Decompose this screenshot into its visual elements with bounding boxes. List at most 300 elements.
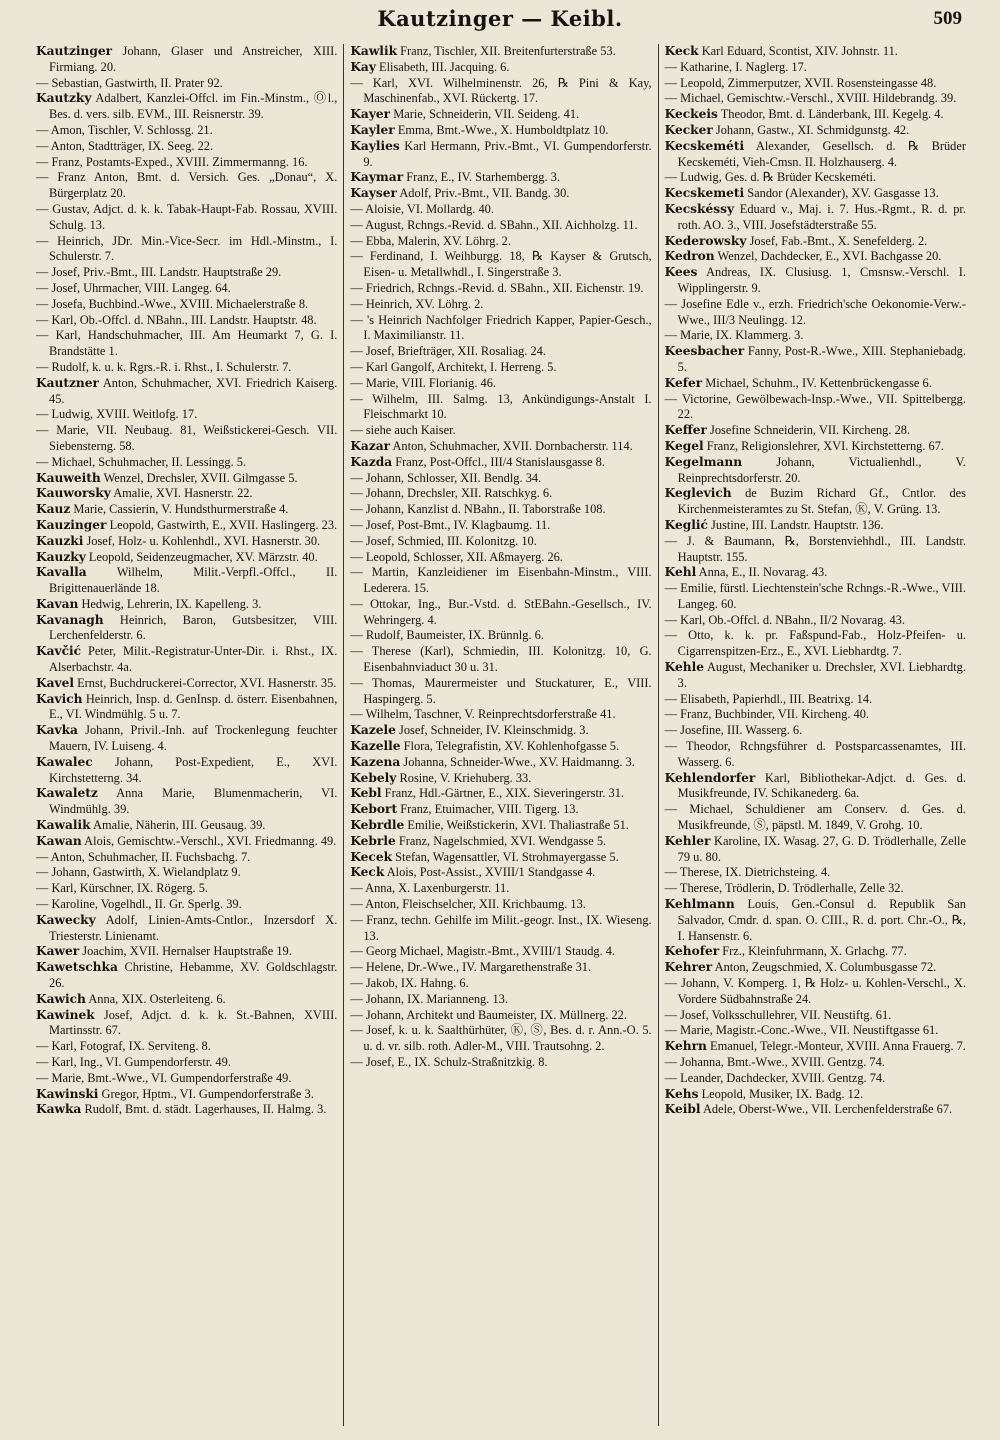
entry-details: Sandor (Alexander), XV. Gasgasse 13. [747,186,939,201]
entry-details: Johann, Victualienhdl., V. Reinprechtsdorferstr. 20. [677,454,966,485]
entry-details: — Anton, Schuhmacher, II. Fuchsbachg. 7. [36,849,251,864]
entry-details: — Wilhelm, III. Salmg. 13, Ankündigungs-Anstalt I. Fleischmarkt 10. [350,391,652,422]
entry-details: — Josef, Volksschullehrer, VII. Neustiftg. 61. [664,1007,892,1022]
directory-entry [350,755,651,771]
directory-entry [665,723,966,739]
entry-details: — Marie, Bmt.-Wwe., VI. Gumpendorferstraße 49. [36,1070,292,1085]
entry-surname: Keesbacher [664,344,745,359]
entry-surname: Kazena [350,754,401,769]
directory-entry [665,897,966,944]
entry-surname: Kawan [36,833,82,848]
entry-details: Theodor, Bmt. d. Länderbank, III. Kegelg. 4. [720,107,944,122]
directory-entry [665,486,966,518]
entry-details: Anna, E., II. Novarag. 43. [698,565,828,580]
entry-details: Anton, Schuhmacher, XVII. Dornbacherstr. 114. [392,438,633,453]
entry-details: Leopold, Seidenzeugmacher, XV. Märzstr. 40. [88,549,318,564]
directory-entry [36,818,337,834]
entry-details: — Heinrich, XV. Löhrg. 2. [350,296,484,311]
entry-surname: Kawecky [36,912,96,927]
entry-details: — J. & Baumann, ℞, Borstenviehhdl., III. Landstr. Hauptstr. 155. [664,533,966,564]
directory-entry [350,234,651,250]
entry-surname: Kegel [664,438,704,453]
directory-entry [665,139,966,171]
directory-entry [350,628,651,644]
entry-details: — Johann, V. Komperg. 1, ℞ Holz- u. Kohlen-Verschl., X. Vordere Südbahnstraße 24. [664,976,966,1006]
directory-entry [350,913,651,945]
entry-details: Anna Marie, Blumenmacherin, VI. Windmühlg. 39. [49,786,338,817]
entry-details: — Michael, Gemischtw.-Verschl., XVIII. Hildebrandg. 39. [664,91,957,106]
directory-entry [665,834,966,866]
entry-details: — Rudolf, k. u. k. Rgrs.-R. i. Rhst., I. Schulerstr. 7. [36,359,292,374]
directory-entry [350,802,651,818]
directory-entry [36,313,337,329]
directory-column-3 [659,44,972,1426]
entry-details: — Anna, X. Laxenburgerstr. 11. [350,881,510,896]
directory-entry [36,376,337,408]
directory-entry [36,360,337,376]
directory-entry [36,850,337,866]
entry-details: — Marie, VIII. Florianig. 46. [350,375,497,390]
entry-surname: Kebely [350,770,397,785]
directory-entry [665,265,966,297]
entry-details: — Karl, XVI. Wilhelminenstr. 26, ℞ Pini & Kay, Maschinenfab., XVI. Rückertg. 17. [350,75,652,106]
directory-entry [665,518,966,534]
entry-surname: Kawinek [36,1007,95,1022]
entry-surname: Kebl [350,786,382,801]
entry-surname: Kavel [36,675,74,690]
directory-entry [350,739,651,755]
entry-surname: Kauz [36,502,71,517]
directory-entry [36,565,337,597]
directory-entry [665,739,966,771]
directory-entry [36,76,337,92]
entry-surname: Kavčić [36,644,82,659]
directory-entry [350,1023,651,1055]
directory-entry [350,676,651,708]
entry-details: — Marie, Magistr.-Conc.-Wwe., VII. Neustiftgasse 61. [664,1023,939,1038]
entry-surname: Kay [350,59,376,74]
entry-details: Franz, Hdl.-Gärtner, E., XIX. Sieveringerstr. 31. [384,786,625,801]
directory-entry [350,865,651,881]
entry-details: Adolf, Priv.-Bmt., VII. Bandg. 30. [399,186,570,201]
directory-entry [350,313,651,345]
entry-details: Wilhelm, Milit.-Verpfl.-Offcl., II. Brigittenauerlände 18. [49,565,338,596]
directory-entry [350,597,651,629]
entry-details: Heinrich, Insp. d. GenInsp. d. österr. Eisenbahnen, E., VI. Windmühlg. 5 u. 7. [49,691,338,722]
entry-surname: Kazelle [350,739,401,754]
entry-details: — Friedrich, Rchngs.-Revid. d. SBahn., XII. Eichenstr. 19. [350,280,644,295]
entry-surname: Kautzky [36,91,92,106]
entry-surname: Kauweith [36,470,101,485]
entry-surname: Kecek [350,849,393,864]
entry-surname: Keck [664,44,699,58]
entry-surname: Kautzinger [36,44,113,58]
directory-entry [36,486,337,502]
entry-surname: Kehs [664,1086,699,1101]
entry-details: — Therese (Karl), Schmiedin, III. Kolonitzg. 10, G. Eisenbahnviaduct 30 u. 31. [350,644,652,675]
entry-details: — Victorine, Gewölbewach-Insp.-Wwe., VII. Spittelbergg. 22. [664,391,966,422]
entry-details: Johann, Gastw., XI. Schmidgunstg. 42. [715,122,910,137]
entry-details: Flora, Telegrafistin, XV. Kohlenhofgasse 5. [403,739,620,754]
entry-surname: Kees [664,265,698,280]
directory-entry [665,76,966,92]
entry-surname: Keglić [664,517,708,532]
directory-entry [665,534,966,566]
entry-details: — Leopold, Schlosser, XII. Aßmayerg. 26. [350,549,563,564]
directory-entry [665,439,966,455]
entry-surname: Kehofer [664,944,720,959]
directory-entry [350,297,651,313]
entry-details: August, Mechaniker u. Drechsler, XVI. Liebhardtg. 3. [677,660,966,690]
directory-entry [665,1087,966,1103]
entry-details: — Therese, IX. Dietrichsteing. 4. [664,865,831,880]
entry-details: — Michael, Schuldiener am Conserv. d. Ges. d. Musikfreunde, Ⓢ, päpstl. M. 1849, V. Grohg. 10. [664,802,966,833]
entry-surname: Kauzki [36,533,84,548]
entry-details: — Elisabeth, Papierhdl., III. Beatrixg. 14. [664,691,873,706]
entry-details: — Sebastian, Gastwirth, II. Prater 92. [36,75,223,90]
entry-details: Anton, Schuhmacher, XVI. Friedrich Kaiserg. 45. [49,375,338,406]
entry-details: Emilie, Weißstickerin, XVI. Thaliastraße 51. [407,818,629,833]
directory-entry [350,486,651,502]
directory-entry [665,376,966,392]
directory-entry [350,771,651,787]
entry-details: — Josef, Uhrmacher, VIII. Langeg. 64. [36,280,231,295]
directory-entry [36,1008,337,1040]
entry-details: — Amon, Tischler, V. Schlossg. 21. [36,122,213,137]
entry-details: — Karl Gangolf, Architekt, I. Herreng. 5. [350,359,557,374]
directory-entry [36,281,337,297]
directory-entry [36,202,337,234]
entry-surname: Kecskéssy [664,201,735,216]
page-header [28,6,972,36]
entry-details: — Emilie, fürstl. Liechtenstein'sche Rchngs.-R.-Wwe., VIII. Langeg. 60. [664,581,966,611]
directory-entry [665,234,966,250]
directory-entry [665,960,966,976]
entry-details: Elisabeth, III. Jacquing. 6. [379,59,510,74]
directory-entry [36,786,337,818]
entry-details: — Leopold, Zimmerputzer, XVII. Rosensteingasse 48. [664,75,937,90]
entry-surname: Kefer [664,375,703,390]
entry-details: — Thomas, Maurermeister und Stuckaturer, E., VIII. Haspingerg. 5. [350,675,652,706]
directory-entry [665,944,966,960]
entry-details: Karl Eduard, Scontist, XIV. Johnstr. 11. [701,44,898,58]
directory-entry [36,170,337,202]
entry-surname: Kehlmann [664,897,735,912]
directory-entry [36,91,337,123]
directory-entry [665,328,966,344]
directory-entry [36,755,337,787]
entry-details: Ernst, Buchdruckerei-Corrector, XVI. Hasnerstr. 35. [77,675,337,690]
entry-surname: Kayler [350,122,395,137]
entry-surname: Kawalec [36,754,93,769]
directory-entry [350,218,651,234]
entry-surname: Kehl [664,565,697,580]
entry-details: Adele, Oberst-Wwe., VII. Lerchenfelderstraße 67. [702,1102,953,1117]
entry-surname: Kavalla [36,565,87,580]
entry-details: — Aloisie, VI. Mollardg. 40. [350,201,494,216]
entry-details: — Ludwig, XVIII. Weitlofg. 17. [36,407,198,422]
entry-details: — Karl, Kürschner, IX. Rögerg. 5. [36,881,209,896]
entry-details: — August, Rchngs.-Revid. d. SBahn., XII. Aichholzg. 11. [350,217,638,232]
entry-surname: Kehrer [664,960,713,975]
entry-surname: Kedron [664,249,715,264]
entry-details: — Theodor, Rchngsführer d. Postsparcassenamtes, III. Wasserg. 6. [664,739,966,769]
directory-columns [30,44,972,1426]
directory-entry [350,392,651,424]
entry-details: — Josef, E., IX. Schulz-Straßnitzkig. 8. [350,1055,548,1069]
entry-surname: Kegelmann [664,454,743,469]
directory-entry [665,1008,966,1024]
directory-entry [350,455,651,471]
entry-details: — Jakob, IX. Hahng. 6. [350,976,469,991]
directory-entry [350,976,651,992]
entry-details: Justine, III. Landstr. Hauptstr. 136. [711,517,884,532]
directory-entry [36,265,337,281]
directory-entry [36,960,337,992]
directory-entry [350,186,651,202]
entry-details: — Franz, techn. Gehilfe im Milit.-geogr. Inst., IX. Wieseng. 13. [350,912,652,943]
entry-details: Franz, E., IV. Starhembergg. 3. [406,170,560,185]
directory-entry [665,123,966,139]
entry-details: — Ebba, Malerin, XV. Löhrg. 2. [350,233,511,248]
entry-details: Wenzel, Drechsler, XVII. Gilmgasse 5. [103,470,298,485]
entry-details: Gregor, Hptm., VI. Gumpendorferstraße 3. [101,1086,314,1101]
directory-entry [665,976,966,1008]
entry-details: — Josef, Priv.-Bmt., III. Landstr. Hauptstraße 29. [36,265,282,280]
entry-details: Alois, Post-Assist., XVIII/1 Standgasse 4. [386,865,596,880]
entry-details: — Karoline, Vogelhdl., II. Gr. Sperlg. 39. [36,897,242,912]
directory-entry [665,1102,966,1118]
directory-entry [350,518,651,534]
directory-entry [350,992,651,1008]
directory-entry [665,1055,966,1071]
directory-entry [36,597,337,613]
directory-column-1 [30,44,344,1426]
entry-surname: Kecskeméti [664,138,745,153]
entry-surname: Keibl [664,1102,701,1117]
directory-entry [350,644,651,676]
entry-details: — Wilhelm, Taschner, V. Reinprechtsdorferstraße 41. [350,707,616,722]
entry-surname: Kawka [36,1102,82,1117]
entry-details: — Josef, Briefträger, XII. Rosaliag. 24. [350,344,546,359]
entry-details: de Buzim Richard Gf., Cntlor. des Kirchenmeisteramtes zu St. Stefan, Ⓚ, V. Grüng. 13. [677,486,966,517]
entry-details: Josef, Holz- u. Kohlenhdl., XVI. Hasnerstr. 30. [86,533,321,548]
directory-entry [36,455,337,471]
directory-entry [36,328,337,360]
entry-surname: Kazar [350,438,391,453]
directory-entry [36,723,337,755]
entry-details: Emanuel, Telegr.-Monteur, XVIII. Anna Frauerg. 7. [710,1039,966,1054]
running-head: Kautzinger — Keibl. [377,6,623,31]
directory-entry [36,992,337,1008]
directory-entry [36,550,337,566]
entry-details: Adolf, Linien-Amts-Cntlor., Inzersdorf X. Triesterstr. Linienamt. [49,912,338,943]
entry-details: — Franz, Postamts-Exped., XVIII. Zimmermanng. 16. [36,154,308,169]
directory-entry [36,1087,337,1103]
directory-entry [665,202,966,234]
directory-entry [665,44,966,60]
entry-details: — Josef, Schmied, III. Kolonitzg. 10. [350,533,537,548]
entry-details: Michael, Schuhm., IV. Kettenbrückengasse 6. [705,375,932,390]
directory-entry [36,502,337,518]
directory-entry [36,407,337,423]
directory-entry [36,234,337,266]
directory-entry [350,281,651,297]
entry-surname: Kayer [350,107,391,122]
entry-details: Marie, Schneiderin, VII. Seideng. 41. [393,107,580,122]
entry-details: Hedwig, Lehrerin, IX. Kapelleng. 3. [81,596,262,611]
entry-surname: Kawetschka [36,960,118,975]
directory-entry [665,565,966,581]
directory-entry [350,502,651,518]
entry-details: Rudolf, Bmt. d. städt. Lagerhauses, II. Halmg. 3. [84,1102,327,1117]
directory-entry [350,439,651,455]
entry-details: — Anton, Fleischselcher, XII. Krichbaumg. 13. [350,897,586,912]
entry-details: — Karl, Handschuhmacher, III. Am Heumarkt 7, G. I. Brandstätte 1. [36,328,338,359]
directory-entry [350,786,651,802]
directory-column-2 [344,44,658,1426]
entry-details: Anton, Zeugschmied, X. Columbusgasse 72. [714,960,937,975]
directory-entry [350,60,651,76]
entry-details: Josefine Schneiderin, VII. Kircheng. 28. [710,423,911,438]
entry-details: — Leander, Dachdecker, XVIII. Gentzg. 74. [664,1070,886,1085]
entry-surname: Kebrdle [350,818,405,833]
entry-details: Karl Hermann, Priv.-Bmt., VI. Gumpendorferstr. 9. [363,138,652,169]
entry-details: — Karl, Fotograf, IX. Serviteng. 8. [36,1039,211,1054]
entry-details: — Karl, Ob.-Offcl. d. NBahn., III. Landstr. Hauptstr. 48. [36,312,317,327]
entry-details: Adalbert, Kanzlei-Offcl. im Fin.-Minstm., Ⓞl., Bes. d. vers. silb. EVM., III. Reisnerstr. 39. [49,91,338,122]
directory-entry [350,1008,651,1024]
entry-surname: Kavan [36,596,79,611]
directory-entry [350,76,651,108]
directory-entry [665,707,966,723]
directory-entry [665,613,966,629]
entry-details: — Johann, Kanzlist d. NBahn., II. Taborstraße 108. [350,502,606,517]
entry-details: — Anton, Stadtträger, IX. Seeg. 22. [36,138,214,153]
entry-details: Louis, Gen.-Consul d. Republik San Salvador, Cmdr. d. span. O. CIII., R. d. port. Chr.-O., ℞, I. Hansenstr. 6. [677,897,966,943]
directory-entry [665,423,966,439]
entry-surname: Keck [350,865,385,880]
entry-details: — Marie, VII. Neubaug. 81, Weißstickerei-Gesch. VII. Siebensterng. 58. [36,423,338,453]
entry-details: Karoline, IX. Wasag. 27, G. D. Trödlerhalle, Zelle 79 u. 80. [677,833,966,864]
entry-surname: Kautzner [36,375,99,390]
directory-entry [350,376,651,392]
directory-entry [665,881,966,897]
entry-details: Rosine, V. Kriehuberg. 33. [399,770,532,785]
directory-entry [665,392,966,424]
entry-surname: Kawer [36,944,80,959]
directory-entry [665,1023,966,1039]
directory-entry [36,44,337,76]
entry-details: — Rudolf, Baumeister, IX. Brünnlg. 6. [350,628,544,643]
entry-details: — Josefine, III. Wasserg. 6. [664,723,803,738]
entry-details: — Karl, Ing., VI. Gumpendorferstr. 49. [36,1055,231,1069]
entry-surname: Kazele [350,723,396,738]
entry-surname: Kecker [664,122,713,137]
entry-details: — Marie, IX. Klammerg. 3. [664,328,804,343]
directory-entry [350,123,651,139]
entry-details: Franz, Nagelschmied, XVI. Wendgasse 5. [398,833,607,848]
directory-entry [350,881,651,897]
entry-details: — Franz Anton, Bmt. d. Versich. Ges. „Donau“, X. Bürgerplatz 20. [36,170,338,201]
entry-details: — Karl, Ob.-Offcl. d. NBahn., II/2 Novarag. 43. [664,612,905,627]
entry-surname: Kawinski [36,1086,99,1101]
entry-details: — Martin, Kanzleidiener im Eisenbahn-Minstm., VIII. Lederera. 15. [350,565,652,596]
entry-surname: Kehler [664,833,711,848]
entry-details: Leopold, Musiker, IX. Badg. 12. [701,1086,864,1101]
directory-entry [350,360,651,376]
directory-entry [36,1055,337,1071]
directory-entry [36,297,337,313]
entry-details: — 's Heinrich Nachfolger Friedrich Kapper, Papier-Gesch., I. Maximilianstr. 11. [350,312,652,343]
directory-entry [350,170,651,186]
entry-details: Marie, Cassierin, V. Hundsthurmerstraße 4. [73,502,289,517]
directory-entry [350,202,651,218]
directory-entry [665,771,966,803]
directory-entry [350,344,651,360]
entry-surname: Kawalik [36,818,91,833]
entry-surname: Kavka [36,723,78,738]
entry-details: Frz., Kleinfuhrmann, X. Grlachg. 77. [722,944,907,959]
entry-details: — Franz, Buchbinder, VII. Kircheng. 40. [664,707,870,722]
directory-entry [36,644,337,676]
directory-entry [36,613,337,645]
entry-surname: Keckeis [664,107,718,122]
entry-surname: Kavich [36,691,83,706]
directory-entry [36,423,337,455]
entry-surname: Kawich [36,991,86,1006]
directory-entry [665,344,966,376]
entry-surname: Keglevich [664,486,732,501]
directory-entry [665,581,966,613]
entry-surname: Kehle [664,660,704,675]
entry-surname: Kaylies [350,138,400,153]
entry-details: Franz, Post-Offcl., III/4 Stanislausgasse 8. [395,454,605,469]
directory-entry [665,297,966,329]
directory-entry [36,471,337,487]
directory-entry [350,423,651,439]
entry-surname: Kazda [350,454,393,469]
directory-entry [350,960,651,976]
entry-details: — Josef, k. u. k. Saalthürhüter, Ⓚ, Ⓢ, Bes. d. r. Ann.-O. 5. u. d. vr. silb. roth. Adler-M., VIII. Trautsohng. 2. [350,1023,652,1054]
directory-entry [665,1071,966,1087]
directory-entry [36,518,337,534]
directory-entry [665,107,966,123]
entry-surname: Kaymar [350,170,404,185]
directory-entry [36,1039,337,1055]
entry-details: Stefan, Wagensattler, VI. Strohmayergasse 5. [395,849,619,864]
directory-entry [665,455,966,487]
directory-entry [36,692,337,724]
directory-entry [350,707,651,723]
entry-details: Peter, Milit.-Registratur-Unter-Dir. i. Rhst., IX. Alserbachstr. 4a. [49,644,338,675]
entry-details: — Therese, Trödlerin, D. Trödlerhalle, Zelle 32. [664,881,904,896]
entry-details: Eduard v., Maj. i. 7. Hus.-Rgmt., R. d. pr. roth. AO. 3., VIII. Josefstädterstraße 55. [677,201,966,232]
entry-details: — Josefa, Buchbind.-Wwe., XVIII. Michaelerstraße 8. [36,296,309,311]
entry-surname: Kehlendorfer [664,770,756,785]
directory-entry [350,897,651,913]
entry-details: — Johann, IX. Marianneng. 13. [350,991,508,1006]
entry-surname: Kavanagh [36,612,104,627]
entry-surname: Keffer [664,423,707,438]
entry-surname: Kecskemeti [664,186,745,201]
entry-details: — Gustav, Adjct. d. k. k. Tabak-Haupt-Fab. Rossau, XVIII. Schulg. 13. [36,201,338,232]
entry-surname: Kayser [350,186,397,201]
entry-details: Alois, Gemischtw.-Verschl., XVI. Friedmanng. 49. [84,833,337,848]
entry-details: Amalie, XVI. Hasnerstr. 22. [113,486,253,501]
entry-details: Heinrich, Baron, Gutsbesitzer, VIII. Lerchenfelderstr. 6. [49,612,338,643]
entry-details: Emma, Bmt.-Wwe., X. Humboldtplatz 10. [397,122,609,137]
